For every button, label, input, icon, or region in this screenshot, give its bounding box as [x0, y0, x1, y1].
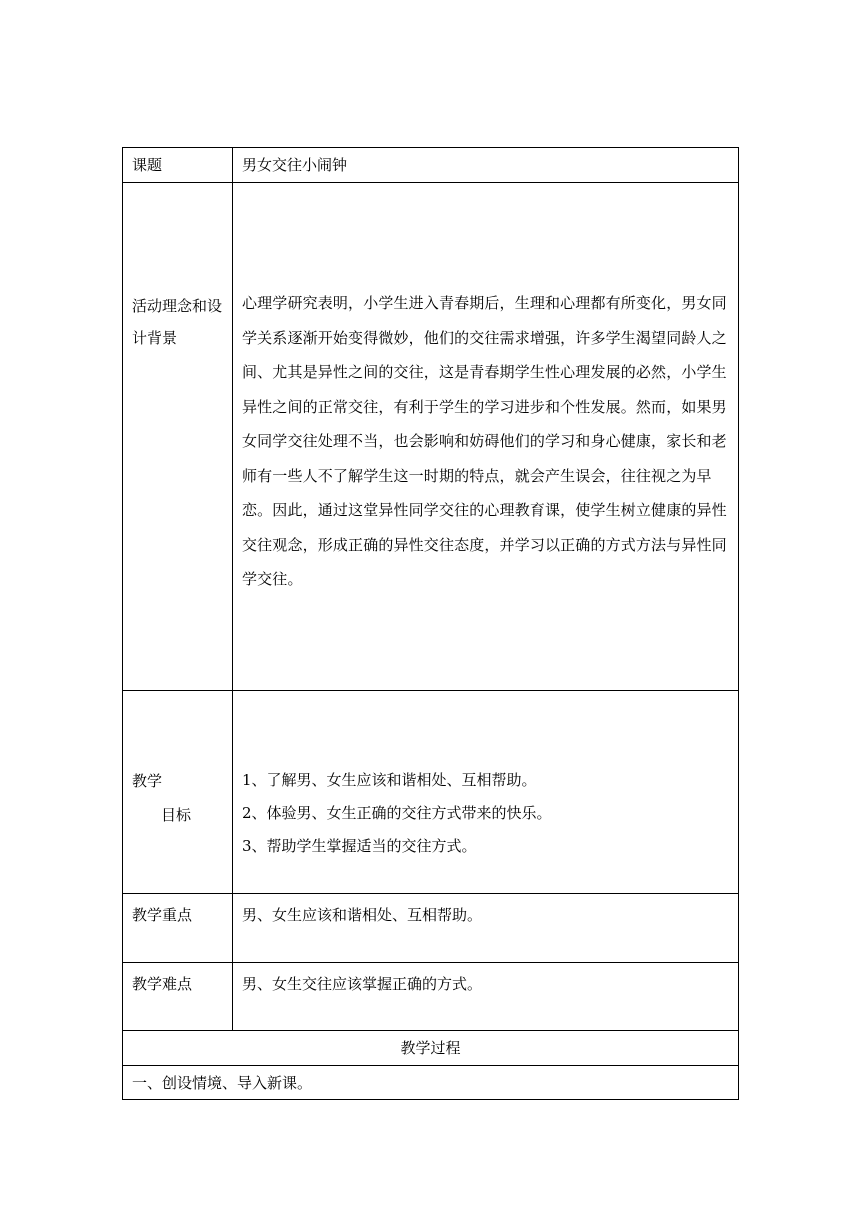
goals-list — [233, 691, 738, 863]
goals-row — [123, 691, 739, 894]
background-label: 活动理念和设计背景 — [132, 297, 223, 347]
difficulty-value-cell — [233, 963, 739, 1031]
goals-label-line1: 教学 — [132, 772, 163, 790]
title-row — [123, 148, 739, 183]
goal-item-3: 3、帮助学生掌握适当的交往方式。 — [242, 837, 477, 855]
process-header-cell — [123, 1031, 739, 1066]
difficulty-label-cell — [123, 963, 233, 1031]
background-text: 心理学研究表明，小学生进入青春期后，生理和心理都有所变化，男女同学关系逐渐开始变得微妙，他们的交往需求增强，许多学生渴望同龄人之间、尤其是异性之间的交往，这是青春期学生性心理发展的必然，小学生异性之间的正常交往，有利于学生的学习进步和个性发展。然而，如果男女同学交往处理不当，也会影响和妨碍他们的学习和身心健康，家长和老师有一些人不了解学生这一时期的特点，就会产生误会，往往视之为早恋。因此，通过这堂异性同学交往的心理教育课，使学生树立健康的异性交往观念，形成正确的异性交往态度，并学习以正确的方式方法与异性同学交往。 — [242, 294, 727, 588]
process-header-row — [123, 1031, 739, 1066]
key-label-cell — [123, 894, 233, 963]
title-value: 男女交往小闹钟 — [242, 156, 348, 174]
key-point-row — [123, 894, 739, 963]
goal-item-2: 2、体验男、女生正确的交往方式带来的快乐。 — [242, 804, 552, 822]
difficulty-value: 男、女生交往应该掌握正确的方式。 — [242, 975, 483, 993]
process-header: 教学过程 — [400, 1039, 461, 1057]
goals-list-cell — [233, 691, 739, 894]
background-label-cell — [123, 183, 233, 691]
goals-label-line2: 目标 — [161, 806, 192, 824]
key-value: 男、女生应该和谐相处、互相帮助。 — [242, 906, 483, 924]
difficulty-row — [123, 963, 739, 1031]
goals-label-cell — [123, 691, 233, 894]
background-row — [123, 183, 739, 691]
key-value-cell — [233, 894, 739, 963]
lesson-plan-table — [122, 147, 739, 1100]
title-label-cell — [123, 148, 233, 183]
background-text-cell — [233, 183, 739, 691]
process-step-row — [123, 1066, 739, 1100]
title-label: 课题 — [132, 156, 163, 174]
process-step-1: 一、创设情境、导入新课。 — [132, 1074, 313, 1092]
difficulty-label: 教学难点 — [132, 975, 193, 993]
goals-label — [123, 691, 232, 832]
title-value-cell — [233, 148, 739, 183]
process-step-cell — [123, 1066, 739, 1100]
goal-item-1: 1、了解男、女生应该和谐相处、互相帮助。 — [242, 771, 537, 789]
key-label: 教学重点 — [132, 906, 193, 924]
